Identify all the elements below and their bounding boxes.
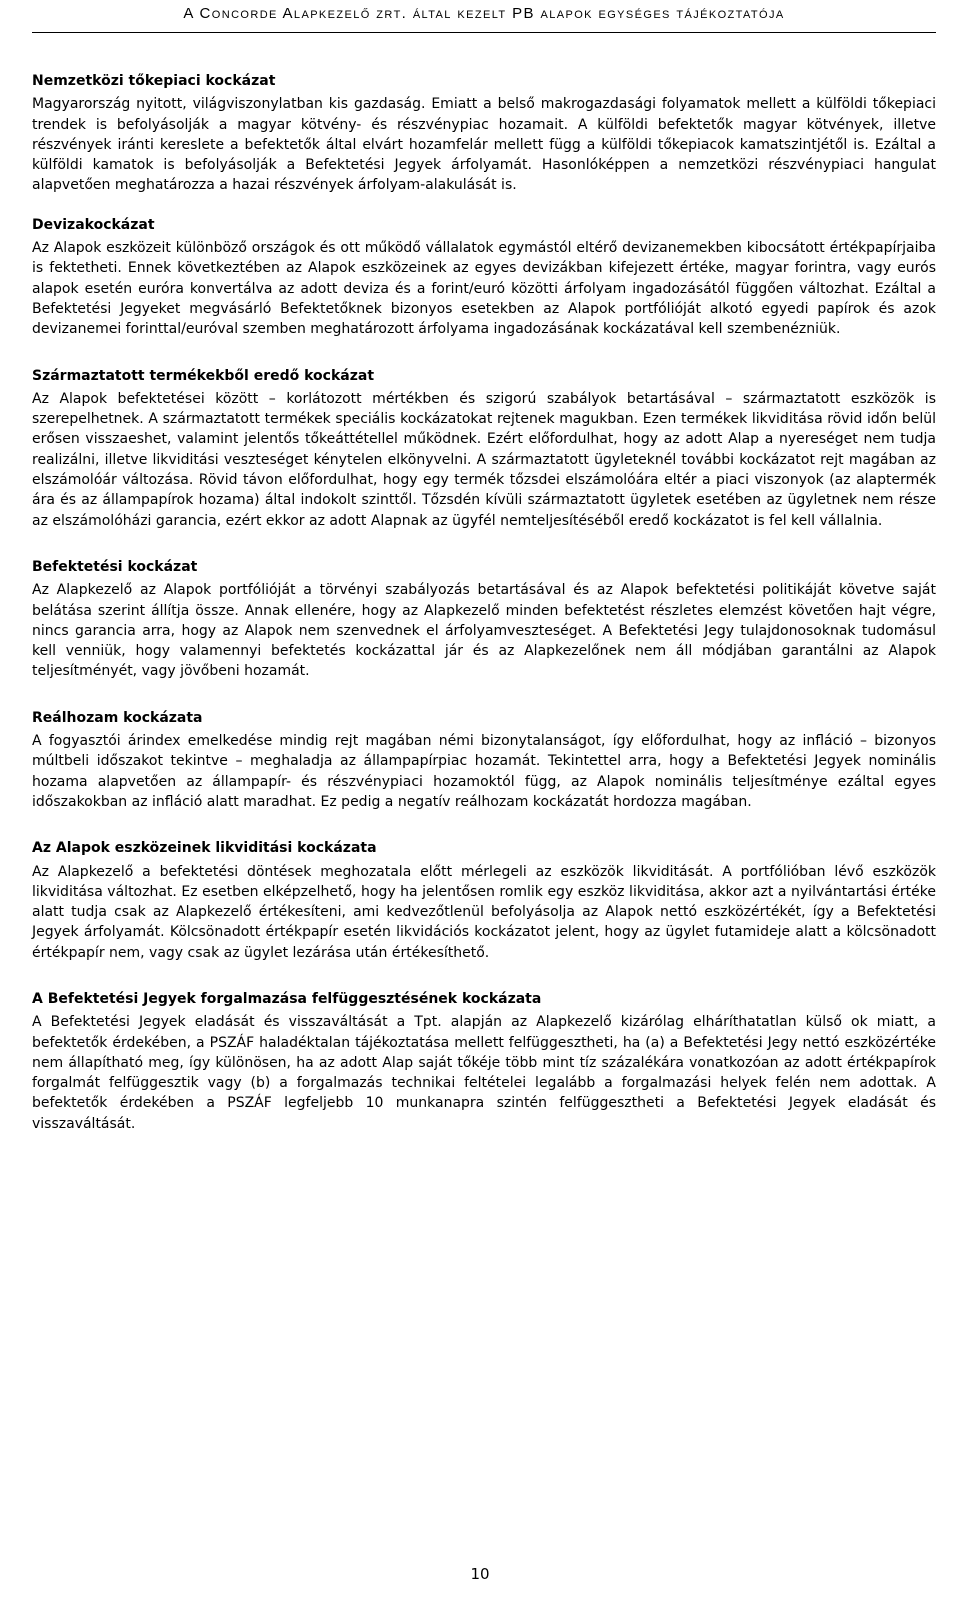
section-real-yield-risk xyxy=(32,708,936,812)
section-text: A Befektetési Jegyek eladását és visszaváltását a Tpt. alapján az Alapkezelő kizárólag elháríthatatlan külső ok miatt, a befektetők érdekében, a PSZÁF haladéktalan tájékoztatása mellett felfüggesztheti, ha (a) a Befektetési Jegy nettó eszközértéke nem állapítható meg, így különösen, ha az adott Alap saját tőkéje több mint tíz százalékára vonatkozóan az adott értékpapírok forgalmát felfüggesztik vagy (b) a forgalmazás technikai feltételei legalább a forgalmazási helyek felén nem adottak. A befektetők érdekében a PSZÁF legfeljebb 10 munkanapra szintén felfüggesztheti a Befektetési Jegyek eladását és visszaváltását. xyxy=(32,1014,936,1132)
section-currency-risk xyxy=(32,215,936,340)
section-text: Az Alapok eszközeit különböző országok és ott működő vállalatok egymástól eltérő devizanemekben kibocsátott értékpapírjaiba is fektetheti. Ennek következtében az Alapok eszközeinek az egyes devizákban kifejezett értéke, magyar forintra, vagy eurós alapok esetén euróra konvertálva az adott deviza és a forint/euró közötti árfolyam ingadozásától függően változhat. Ezáltal a Befektetési Jegyeket megvásárló Befektetőknek bizonyos esetekben az Alapok portfólióját alkotó egyedi papírok és azok devizanemei forinttal/euróval szemben meghatározott árfolyama ingadozásának kockázatával kell szembenézniük. xyxy=(32,240,936,338)
section-heading: Származtatott termékekből eredő kockázat xyxy=(32,367,375,384)
section-text: Az Alapkezelő az Alapok portfólióját a törvényi szabályozás betartásával és az Alapok befektetési politikáját követve saját belátása szerint állítja össze. Annak ellenére, hogy az Alapkezelő minden befektetést részletes elemzést követően hajt végre, nincs garancia arra, hogy az Alapok nem szenvednek el árfolyamveszteséget. A Befektetési Jegy tulajdonosoknak tudomásul kell venniük, hogy valamennyi befektetés kockázattal jár és az Alapkezelőnek nem áll módjában garantálni az Alapok teljesítményét, vagy jövőbeni hozamát. xyxy=(32,582,936,680)
section-heading: Reálhozam kockázata xyxy=(32,709,203,726)
section-suspension-risk xyxy=(32,989,936,1134)
page-number: 10 xyxy=(470,1565,490,1583)
section-heading: Nemzetközi tőkepiaci kockázat xyxy=(32,73,276,89)
section-investment-risk xyxy=(32,557,936,682)
section-text: Magyarország nyitott, világviszonylatban kis gazdaság. Emiatt a belső makrogazdasági folyamatok mellett a külföldi tőkepiaci trendek is befolyásolják a magyar kötvény- és részvénypiac hozamait. A külföldi befektetők magyar kötvények, illetve részvények iránti kereslete a befektetők által elvárt hozamfelár mellett függ a külföldi tőkepiacok kamatszintjétől is. Ezáltal a külföldi kamatok is befolyásolják a Befektetési Jegyek árfolyamát. Hasonlóképpen a nemzetközi részvénypiaci hangulat alapvetően meghatározza a hazai részvények árfolyam-alakulását is. xyxy=(32,96,936,194)
section-derivatives-risk xyxy=(32,366,936,531)
header-title: A Concorde Alapkezelő zrt. által kezelt PB alapok egységes tájékoztatója xyxy=(183,5,785,22)
page-header xyxy=(32,0,936,33)
section-heading: Devizakockázat xyxy=(32,216,155,233)
section-liquidity-risk xyxy=(32,838,936,963)
section-text: Az Alapok befektetései között – korlátozott mértékben és szigorú szabályok betartásával – származtatott eszközök is szerepelhetnek. A származtatott termékek speciális kockázatokat rejtenek magukban. Ezen termékek likviditása rövid időn belül erősen visszaeshet, valamint jelentős tőkeáttétellel működnek. Ezért előfordulhat, hogy az adott Alap a nyereséget nem tudja realizálni, illetve likviditási veszteséget kénytelen elkönyvelni. A származtatott ügyleteknél további kockázatot rejt magában az elszámolóár változása. Rövid távon előfordulhat, hogy egy termék tőzsdei elszámolóára eltér a piaci viszonyok (az alaptermék ára és az állampapírok hozama) által indokolt szinttől. Tőzsdén kívüli származtatott ügyletek esetében az ügyletnek nem része az elszámolóházi garancia, ezért ekkor az adott Alapnak az ügyfél nemteljesítéséből eredő kockázatot is fel kell vállalnia. xyxy=(32,390,936,529)
section-heading: Az Alapok eszközeinek likviditási kockázata xyxy=(32,840,377,857)
page-footer xyxy=(0,1565,960,1583)
section-heading: A Befektetési Jegyek forgalmazása felfüggesztésének kockázata xyxy=(32,990,542,1007)
section-international-capital-market-risk xyxy=(32,71,936,196)
section-text: Az Alapkezelő a befektetési döntések meghozatala előtt mérlegeli az eszközök likviditását. A portfólióban lévő eszközök likviditása változhat. Ez esetben elképzelhető, hogy ha jelentősen romlik egy eszköz likviditása, akkor azt a nyilvántartási értéke alatt tudja csak az Alapkezelő értékesíteni, ami kedvezőtlenül befolyásolja az Alapok nettó eszközértékét, így a Befektetési Jegyek árfolyamát. Kölcsönadott értékpapír esetén likvidációs kockázatot jelent, hogy az ügylet futamideje alatt a kölcsönadott értékpapír nem, vagy csak az ügylet lezárása után értékesíthető. xyxy=(32,863,936,961)
section-text: A fogyasztói árindex emelkedése mindig rejt magában némi bizonytalanságot, így előfordulhat, hogy az infláció – bizonyos múltbeli időszakot tekintve – meghaladja az állampapírpiac hozamát. Tekintettel arra, hogy a Befektetési Jegyek nominális hozama alapvetően az állampapír- és részvénypiaci hozamoktól függ, az Alapok nominális teljesítménye ezáltal egyes időszakokban az infláció alatt maradhat. Ez pedig a negatív reálhozam kockázatát hordozza magában. xyxy=(32,733,936,810)
section-heading: Befektetési kockázat xyxy=(32,558,198,575)
document-body xyxy=(32,71,936,1134)
